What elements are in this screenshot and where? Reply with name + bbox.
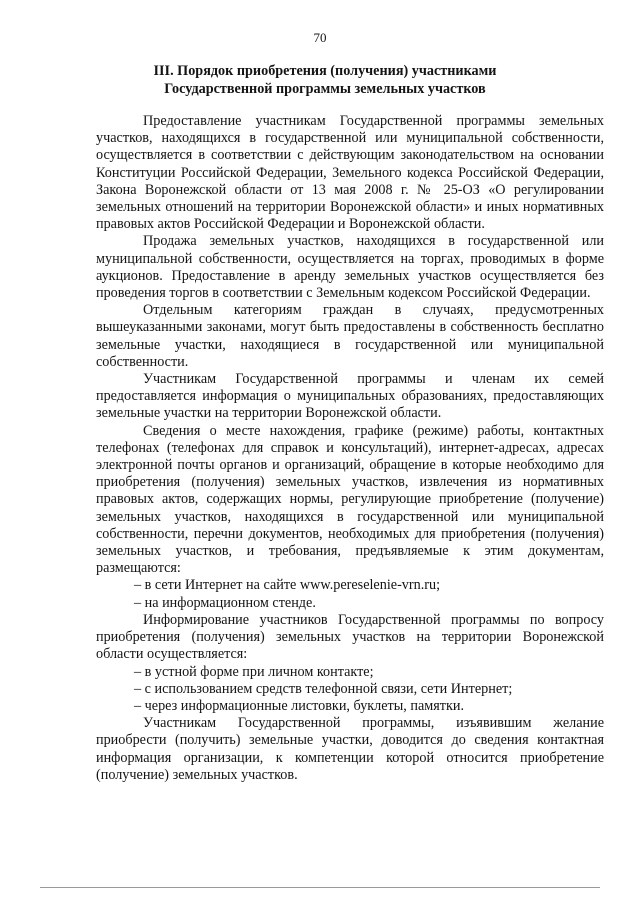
list-item-leaflets: – через информационные листовки, буклеты, памятки. [134,697,465,714]
body-text [96,113,604,784]
paragraph-contact-info: Участникам Государственной программы, изъявившим желание приобрести (получить) земельные участки, доводится до сведения контактная информация организации, к компетенции которой относится приобретение (получение) земельных участков. [96,715,604,783]
section-heading-line-2: Государственной программы земельных участков [164,81,486,97]
section-heading [115,62,535,98]
page-number: 70 [313,30,327,45]
list-item-phone-internet: – с использованием средств телефонной связи, сети Интернет; [134,680,513,697]
paragraph-free-land: Отдельным категориям граждан в случаях, предусмотренных вышеуказанными законами, могут быть предоставлены в собственность бесплатно земельные участки, находящиеся в государственной или муниципальной собственности. [96,302,604,370]
section-heading-line-1: III. Порядок приобретения (получения) участниками [153,63,497,79]
paragraph-information-sources: Сведения о месте нахождения, графике (режиме) работы, контактных телефонах (телефонах для справок и консультаций), интернет-адресах, адресах электронной почты органов и организаций, обращение в которые необходимо для приобретения (получения) земельных участков, извлечения из нормативных правовых актов, содержащих нормы, регулирующие приобретение (получение) земельных участков, находящихся в государственной или муниципальной собственности, перечни документов, необходимых для приобретения (получения) земельных участков, и требования, предъявляемые к этим документам, размещаются: [96,422,604,577]
paragraph-municipal-info: Участникам Государственной программы и членам их семей предоставляется информация о муниципальных образованиях, предоставляющих земельные участки на территории Воронежской области. [96,371,604,422]
paragraph-informing: Информирование участников Государственной программы по вопросу приобретения (получения) земельных участков на территории Воронежской области осуществляется: [96,611,604,663]
paragraph-legal-basis: Предоставление участникам Государственной программы земельных участков, находящихся в государственной или муниципальной собственности, осуществляется в соответствии с действующим законодательством на основании Конституции Российской Федерации, Земельного кодекса Российской Федерации, Закона Воронежской области от 13 мая 2008 г. № 25-ОЗ «О регулировании земельных отношений на территории Воронежской области» и иных нормативных правовых актов Российской Федерации и Воронежской области. [96,113,604,233]
paragraph-land-sale: Продажа земельных участков, находящихся в государственной или муниципальной собственности, осуществляется на торгах, проводимых в форме аукционов. Предоставление в аренду земельных участков осуществляется без проведения торгов в соответствии с Земельным кодексом Российской Федерации. [96,233,604,302]
list-item-info-stand: – на информационном стенде. [134,594,316,611]
list-item-oral: – в устной форме при личном контакте; [134,663,374,680]
list-item-website: – в сети Интернет на сайте www.pereselenie-vrn.ru; [134,577,441,594]
footer-divider [40,887,600,888]
